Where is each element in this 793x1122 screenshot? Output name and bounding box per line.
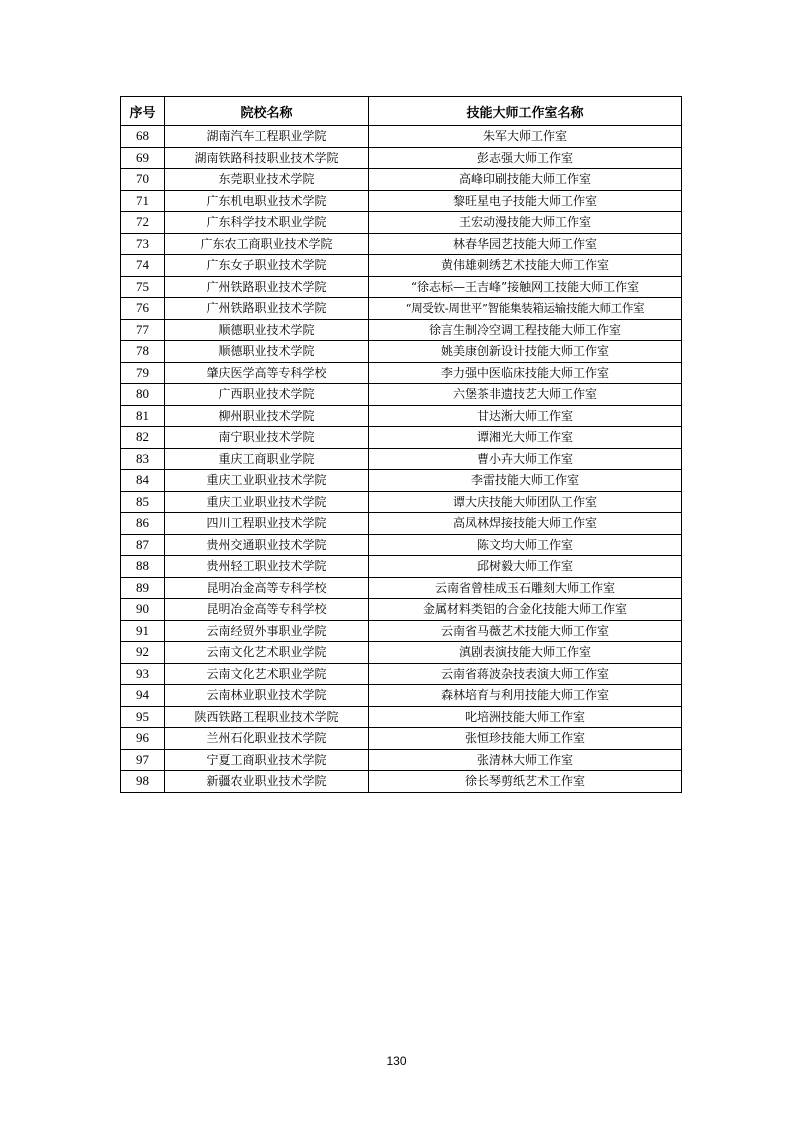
row-studio: 曹小卉大师工作室: [369, 448, 682, 470]
table-row: [121, 362, 682, 384]
row-studio: 六堡茶非遗技艺大师工作室: [369, 384, 682, 406]
table-row: [121, 556, 682, 578]
row-school: 广西职业技术学院: [165, 384, 369, 406]
table-row: [121, 685, 682, 707]
row-studio: 邱树毅大师工作室: [369, 556, 682, 578]
row-studio: “周受钦-周世平”智能集装箱运输技能大师工作室: [369, 298, 682, 320]
row-school: 云南林业职业技术学院: [165, 685, 369, 707]
table-row: [121, 642, 682, 664]
row-studio: 徐言生制冷空调工程技能大师工作室: [369, 319, 682, 341]
row-school: 贵州交通职业技术学院: [165, 534, 369, 556]
header-studio: 技能大师工作室名称: [369, 97, 682, 126]
row-school: 东莞职业技术学院: [165, 169, 369, 191]
row-school: 新疆农业职业技术学院: [165, 771, 369, 793]
row-index: 93: [121, 663, 165, 685]
row-school: 贵州轻工职业技术学院: [165, 556, 369, 578]
table-header-row: [121, 97, 682, 126]
row-school: 昆明冶金高等专科学校: [165, 599, 369, 621]
row-studio: 王宏动漫技能大师工作室: [369, 212, 682, 234]
table-row: [121, 728, 682, 750]
row-studio: 甘达淅大师工作室: [369, 405, 682, 427]
row-school: 重庆工业职业技术学院: [165, 491, 369, 513]
row-index: 70: [121, 169, 165, 191]
row-school: 云南经贸外事职业学院: [165, 620, 369, 642]
row-index: 94: [121, 685, 165, 707]
row-studio: 彭志强大师工作室: [369, 147, 682, 169]
row-index: 74: [121, 255, 165, 277]
row-school: 陕西铁路工程职业技术学院: [165, 706, 369, 728]
table-row: [121, 577, 682, 599]
table-row: [121, 620, 682, 642]
row-index: 88: [121, 556, 165, 578]
row-index: 78: [121, 341, 165, 363]
table-row: [121, 233, 682, 255]
row-school: 重庆工业职业技术学院: [165, 470, 369, 492]
table-row: [121, 427, 682, 449]
table-row: [121, 405, 682, 427]
row-index: 68: [121, 126, 165, 148]
row-index: 80: [121, 384, 165, 406]
row-studio: 徐长琴剪纸艺术工作室: [369, 771, 682, 793]
table-row: [121, 212, 682, 234]
row-index: 71: [121, 190, 165, 212]
row-index: 85: [121, 491, 165, 513]
row-school: 广东农工商职业技术学院: [165, 233, 369, 255]
table-row: [121, 126, 682, 148]
row-studio: 云南省马薇艺术技能大师工作室: [369, 620, 682, 642]
row-index: 92: [121, 642, 165, 664]
row-studio: 张恒珍技能大师工作室: [369, 728, 682, 750]
row-index: 76: [121, 298, 165, 320]
row-studio: 黄伟雄刺绣艺术技能大师工作室: [369, 255, 682, 277]
row-studio: 林春华园艺技能大师工作室: [369, 233, 682, 255]
row-studio: 李力强中医临床技能大师工作室: [369, 362, 682, 384]
table-row: [121, 319, 682, 341]
table-row: [121, 749, 682, 771]
row-school: 肇庆医学高等专科学校: [165, 362, 369, 384]
studio-table: [120, 96, 682, 793]
table-row: [121, 706, 682, 728]
row-school: 顺德职业技术学院: [165, 341, 369, 363]
row-studio: 高凤林焊接技能大师工作室: [369, 513, 682, 535]
row-school: 柳州职业技术学院: [165, 405, 369, 427]
row-studio: 谭大庆技能大师团队工作室: [369, 491, 682, 513]
table-row: [121, 190, 682, 212]
row-index: 95: [121, 706, 165, 728]
row-studio: 金属材料类铝的合金化技能大师工作室: [369, 599, 682, 621]
table-row: [121, 276, 682, 298]
table-row: [121, 448, 682, 470]
row-school: 重庆工商职业学院: [165, 448, 369, 470]
row-studio: 朱军大师工作室: [369, 126, 682, 148]
row-index: 90: [121, 599, 165, 621]
row-index: 89: [121, 577, 165, 599]
row-school: 广州铁路职业技术学院: [165, 276, 369, 298]
row-studio: “徐志标—王吉峰”接触网工技能大师工作室: [369, 276, 682, 298]
row-studio: 叱培洲技能大师工作室: [369, 706, 682, 728]
table-row: [121, 470, 682, 492]
row-school: 顺德职业技术学院: [165, 319, 369, 341]
row-index: 86: [121, 513, 165, 535]
row-index: 91: [121, 620, 165, 642]
table-row: [121, 771, 682, 793]
row-school: 湖南汽车工程职业学院: [165, 126, 369, 148]
table-row: [121, 599, 682, 621]
row-school: 云南文化艺术职业学院: [165, 663, 369, 685]
row-studio: 姚美康创新设计技能大师工作室: [369, 341, 682, 363]
row-studio: 李雷技能大师工作室: [369, 470, 682, 492]
row-school: 广东机电职业技术学院: [165, 190, 369, 212]
row-index: 82: [121, 427, 165, 449]
row-studio: 森林培育与利用技能大师工作室: [369, 685, 682, 707]
row-index: 81: [121, 405, 165, 427]
row-studio: 陈文均大师工作室: [369, 534, 682, 556]
row-school: 宁夏工商职业技术学院: [165, 749, 369, 771]
row-school: 兰州石化职业技术学院: [165, 728, 369, 750]
table-row: [121, 663, 682, 685]
row-studio: 张清林大师工作室: [369, 749, 682, 771]
header-school: 院校名称: [165, 97, 369, 126]
row-school: 广东科学技术职业学院: [165, 212, 369, 234]
row-school: 湖南铁路科技职业技术学院: [165, 147, 369, 169]
row-school: 南宁职业技术学院: [165, 427, 369, 449]
row-index: 96: [121, 728, 165, 750]
row-studio: 黎旺星电子技能大师工作室: [369, 190, 682, 212]
row-index: 73: [121, 233, 165, 255]
table-row: [121, 255, 682, 277]
row-studio: 高峰印刷技能大师工作室: [369, 169, 682, 191]
row-index: 79: [121, 362, 165, 384]
table-row: [121, 298, 682, 320]
row-index: 83: [121, 448, 165, 470]
row-school: 四川工程职业技术学院: [165, 513, 369, 535]
page-number: 130: [386, 1054, 407, 1068]
table-row: [121, 491, 682, 513]
row-studio: 滇剧表演技能大师工作室: [369, 642, 682, 664]
table-row: [121, 384, 682, 406]
table-row: [121, 534, 682, 556]
row-index: 69: [121, 147, 165, 169]
row-index: 77: [121, 319, 165, 341]
row-studio: 谭湘光大师工作室: [369, 427, 682, 449]
header-index: 序号: [121, 97, 165, 126]
row-index: 72: [121, 212, 165, 234]
row-index: 84: [121, 470, 165, 492]
row-school: 广东女子职业技术学院: [165, 255, 369, 277]
table-row: [121, 147, 682, 169]
row-school: 云南文化艺术职业学院: [165, 642, 369, 664]
row-school: 昆明冶金高等专科学校: [165, 577, 369, 599]
row-studio: 云南省曾桂成玉石雕刻大师工作室: [369, 577, 682, 599]
row-index: 97: [121, 749, 165, 771]
row-index: 75: [121, 276, 165, 298]
table-row: [121, 169, 682, 191]
table-row: [121, 513, 682, 535]
row-index: 98: [121, 771, 165, 793]
table-row: [121, 341, 682, 363]
row-index: 87: [121, 534, 165, 556]
row-studio: 云南省蒋波杂技表演大师工作室: [369, 663, 682, 685]
row-school: 广州铁路职业技术学院: [165, 298, 369, 320]
